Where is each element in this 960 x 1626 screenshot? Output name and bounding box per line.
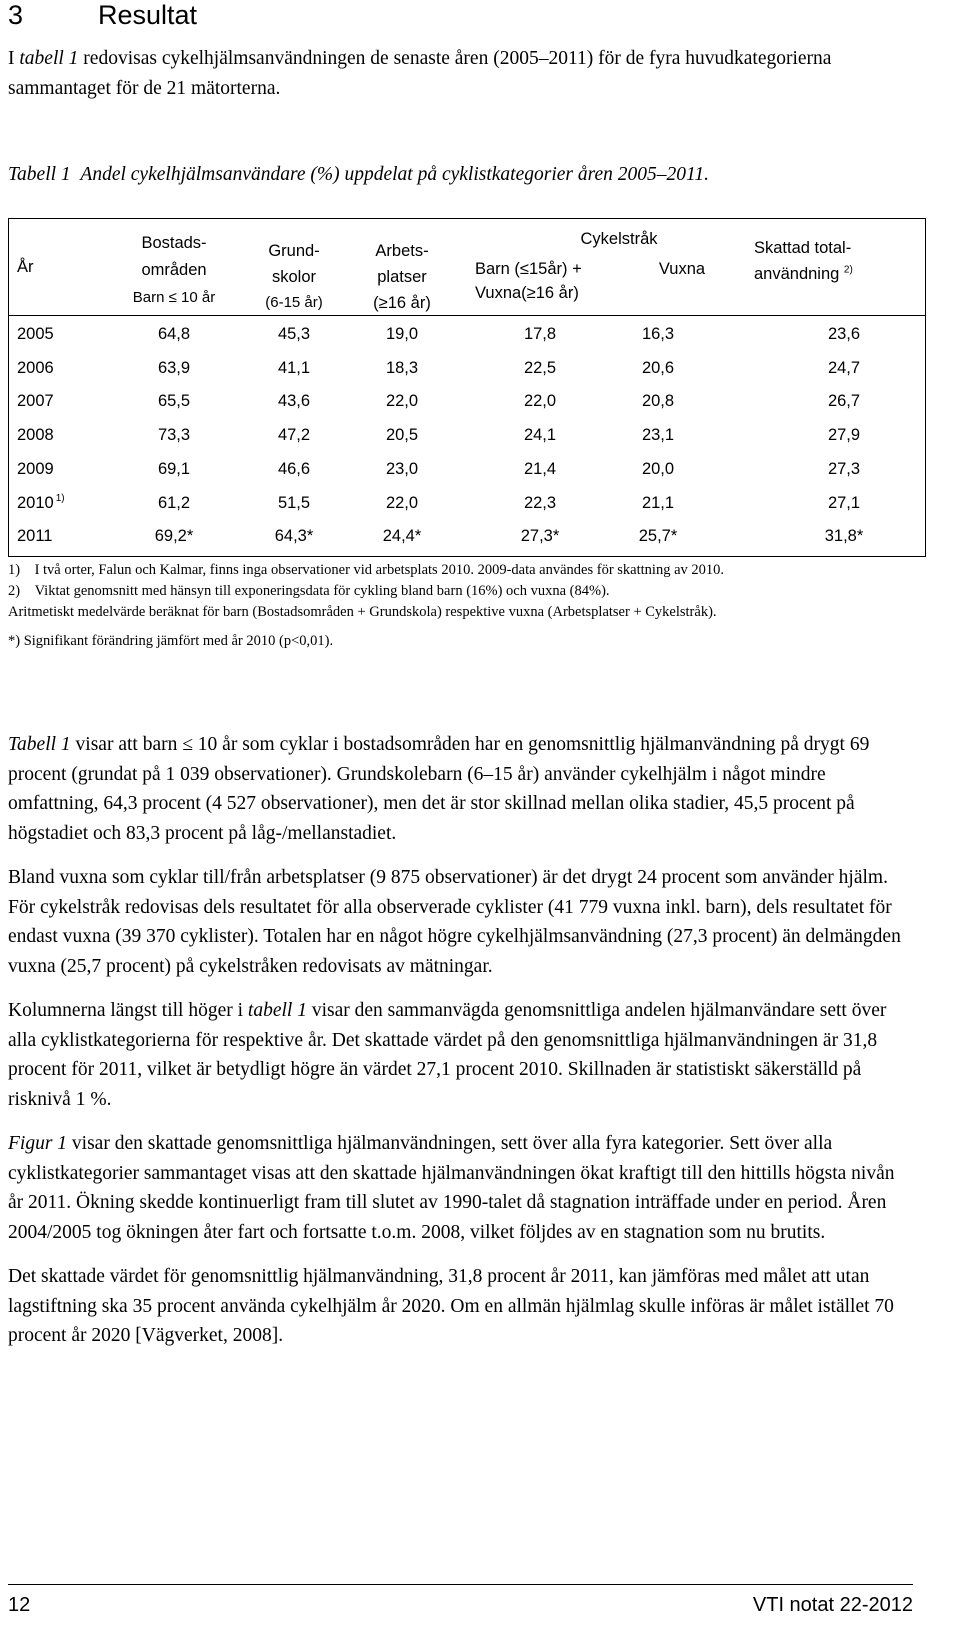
header-cykel-all-line1: Barn (≤15år) + — [475, 260, 582, 278]
cell-year — [17, 419, 54, 452]
p3-text-2: visar den sammanvägda genomsnittliga andelen hjälmanvändare sett över alla cyklistkategorierna för respektive år. Det skattade värdet på den genomsnittliga hjälmanvändningen är 31,8 procent för 2011, vilket är betydligt högre än värdet 27,1 procent 2010. Skillnaden är statistiskt säkerställd på risknivå 1 %. — [8, 1000, 887, 1110]
cell-year-footnote: 1) — [55, 493, 65, 504]
header-total-footnote: 2) — [843, 264, 853, 276]
cell-b: 73,3 — [157, 426, 191, 445]
cell-c1: 21,4 — [523, 459, 557, 478]
p3-text-1: Kolumnerna längst till höger i — [8, 1000, 248, 1021]
cell-year-text: 2010 — [17, 493, 54, 512]
table-row — [9, 453, 925, 486]
cell-year-text: 2009 — [17, 459, 54, 478]
cell-t: 27,9 — [827, 426, 861, 445]
paragraph-5: Det skattade värdet för genomsnittlig hjälmanvändning, 31,8 procent år 2011, kan jämföras med målet att utan lagstiftning ska 35 procent använda cykelhjälm år 2020. Om en allmän hjälmlag skulle införas är målet istället 70 procent år 2020 [Vägverket, 2008]. — [8, 1266, 894, 1346]
intro-text-2: redovisas cykelhjälmsanvändningen de senaste åren (2005–2011) för de fyra huvudkategorierna sammantaget för de 21 mätorterna. — [8, 48, 832, 99]
header-arbets — [357, 238, 447, 316]
p1-text: visar att barn ≤ 10 år som cyklar i bostadsområden har en genomsnittlig hjälmanvändning på drygt 69 procent (grundat på 1 039 observationer). Grundskolebarn (6–15 år) använder cykelhjälm i något mindre omfattning, 64,3 procent (4 527 observationer), men det är stor skillnad mellan olika stadier, 45,5 procent på högstadiet och 83,3 procent på låg-/mellanstadiet. — [8, 734, 870, 844]
cell-year — [17, 352, 54, 385]
cell-b: 61,2 — [157, 493, 191, 512]
header-bostad-line1: Bostads- — [141, 234, 207, 252]
note-2: 2) Viktat genomsnitt med hänsyn till exponeringsdata för cykling bland barn (16%) och vuxna (84%). — [8, 583, 610, 599]
cell-c1: 27,3* — [520, 527, 560, 546]
header-grund — [254, 238, 334, 316]
cell-b: 65,5 — [157, 392, 191, 411]
caption-label: Tabell 1 — [8, 164, 71, 185]
cell-a: 24,4* — [382, 527, 422, 546]
cell-year — [17, 318, 54, 351]
cell-year-text: 2007 — [17, 392, 54, 411]
header-total-line2: användning — [754, 265, 840, 283]
cell-c1: 22,3 — [523, 493, 557, 512]
cell-b: 63,9 — [157, 358, 191, 377]
cell-year — [17, 520, 52, 553]
cell-a: 22,0 — [385, 493, 419, 512]
cell-g: 41,1 — [277, 358, 311, 377]
cell-g: 45,3 — [277, 325, 311, 343]
cell-g: 64,3* — [274, 527, 314, 546]
intro-table-ref: tabell 1 — [19, 48, 79, 69]
header-bostad-line3: Barn ≤ 10 år — [132, 289, 216, 306]
table-header — [9, 219, 925, 316]
cell-a: 19,0 — [385, 325, 419, 343]
body-text — [8, 730, 913, 1366]
cell-c1: 22,0 — [523, 392, 557, 411]
cell-year — [17, 453, 54, 486]
header-arbets-line1: Arbets- — [375, 242, 429, 260]
cell-c1: 17,8 — [523, 325, 557, 343]
cell-t: 26,7 — [827, 392, 861, 411]
table-row — [9, 487, 925, 520]
table-row — [9, 520, 925, 553]
cell-g: 51,5 — [277, 493, 311, 512]
header-cykel-all — [475, 257, 625, 305]
cell-c2: 16,3 — [641, 325, 675, 343]
table-row — [9, 352, 925, 385]
header-total — [754, 235, 914, 287]
header-total-line1: Skattad total- — [754, 239, 852, 257]
header-grund-line1: Grund- — [268, 242, 320, 260]
table-caption — [8, 160, 913, 190]
paragraph-4 — [8, 1129, 913, 1247]
cell-c2: 20,8 — [641, 392, 675, 411]
cell-year-text: 2011 — [17, 527, 53, 546]
paragraph-1 — [8, 730, 913, 848]
p1-table-ref: Tabell 1 — [8, 734, 71, 755]
cell-b: 69,2* — [154, 527, 194, 546]
cell-t: 27,1 — [827, 493, 861, 512]
table-notes — [8, 560, 913, 652]
cell-a: 23,0 — [385, 459, 419, 478]
cell-year — [17, 487, 65, 520]
paragraph-2: Bland vuxna som cyklar till/från arbetsplatser (9 875 observationer) är det drygt 24 procent som använder hjälm. För cykelstråk redovisas dels resultatet för alla observerade cyklister (41 779 vuxna inkl. barn), dels resultatet för endast vuxna (39 370 cyklister). Totalen har en något högre cykelhjälmsanvändning (27,3 procent) än delmängden vuxna (25,7 procent) på cykelstråken redovisats av mätningar. — [8, 867, 901, 977]
results-table — [8, 218, 926, 557]
cell-g: 43,6 — [277, 392, 311, 411]
cell-c2: 23,1 — [641, 426, 675, 445]
page-number: 12 — [8, 1594, 31, 1616]
p4-figure-ref: Figur 1 — [8, 1133, 68, 1154]
header-year: År — [17, 258, 34, 276]
table-row — [9, 385, 925, 418]
cell-g: 46,6 — [277, 459, 311, 478]
header-arbets-line3: (≥16 år) — [373, 294, 431, 312]
cell-t: 27,3 — [827, 459, 861, 478]
cell-a: 22,0 — [385, 392, 419, 411]
footer-rule — [8, 1584, 913, 1585]
intro-text-1: I — [8, 48, 20, 69]
cell-c1: 22,5 — [523, 358, 557, 377]
section-heading — [8, 0, 197, 30]
section-title: Resultat — [98, 0, 198, 30]
cell-c2: 21,1 — [641, 493, 675, 512]
section-number: 3 — [8, 0, 24, 30]
caption-text: Andel cykelhjälmsanvändare (%) uppdelat på cyklistkategorier åren 2005–2011. — [80, 164, 709, 185]
header-cykel-all-line2: Vuxna(≥16 år) — [475, 284, 579, 302]
cell-year-text: 2008 — [17, 426, 54, 445]
header-grund-line3: (6-15 år) — [265, 294, 323, 311]
page-footer — [8, 1590, 913, 1620]
header-cykel: Cykelstråk — [580, 230, 658, 248]
cell-year-text: 2006 — [17, 358, 54, 377]
note-3: Aritmetiskt medelvärde beräknat för barn (Bostadsområden + Grundskola) respektive vuxna (Arbetsplatser + Cykelstråk). — [8, 604, 717, 620]
header-grund-line2: skolor — [271, 268, 316, 286]
paragraph-3 — [8, 996, 913, 1114]
intro-paragraph — [8, 44, 913, 104]
cell-c1: 24,1 — [523, 426, 557, 445]
cell-t: 31,8* — [824, 527, 864, 546]
cell-year-text: 2005 — [17, 325, 54, 343]
cell-a: 18,3 — [385, 358, 419, 377]
cell-c2: 25,7* — [638, 527, 678, 546]
header-arbets-line2: platser — [377, 268, 427, 286]
note-1: 1) I två orter, Falun och Kalmar, finns inga observationer vid arbetsplats 2010. 2009-data användes för skattning av 2010. — [8, 562, 725, 578]
header-bostad — [104, 230, 244, 311]
header-cykel-vuxna: Vuxna — [658, 260, 706, 278]
header-bostad-line2: områden — [141, 261, 207, 279]
table-row — [9, 318, 925, 351]
cell-t: 23,6 — [827, 325, 861, 343]
cell-b: 69,1 — [157, 459, 191, 478]
cell-c2: 20,0 — [641, 459, 675, 478]
cell-t: 24,7 — [827, 358, 861, 377]
note-significance: *) Signifikant förändring jämfört med år 2010 (p<0,01). — [8, 633, 334, 649]
cell-g: 47,2 — [277, 426, 311, 445]
cell-a: 20,5 — [385, 426, 419, 445]
p3-table-ref: tabell 1 — [247, 1000, 307, 1021]
cell-c2: 20,6 — [641, 358, 675, 377]
table-row — [9, 419, 925, 452]
cell-b: 64,8 — [157, 325, 191, 343]
report-id: VTI notat 22-2012 — [752, 1594, 913, 1616]
p4-text: visar den skattade genomsnittliga hjälmanvändningen, sett över alla fyra kategorier. Sett över alla cyklistkategorier sammantaget visas att den skattade hjälmanvändningen ökat kraftigt till den hittills högsta nivån år 2011. Ökning skedde kontinuerligt fram till slutet av 1990-talet då stagnation inträffade under en period. Åren 2004/2005 tog ökningen åter fart och fortsatte t.o.m. 2008, vilket följdes av en stagnation som nu brutits. — [8, 1133, 895, 1243]
cell-year — [17, 385, 54, 418]
